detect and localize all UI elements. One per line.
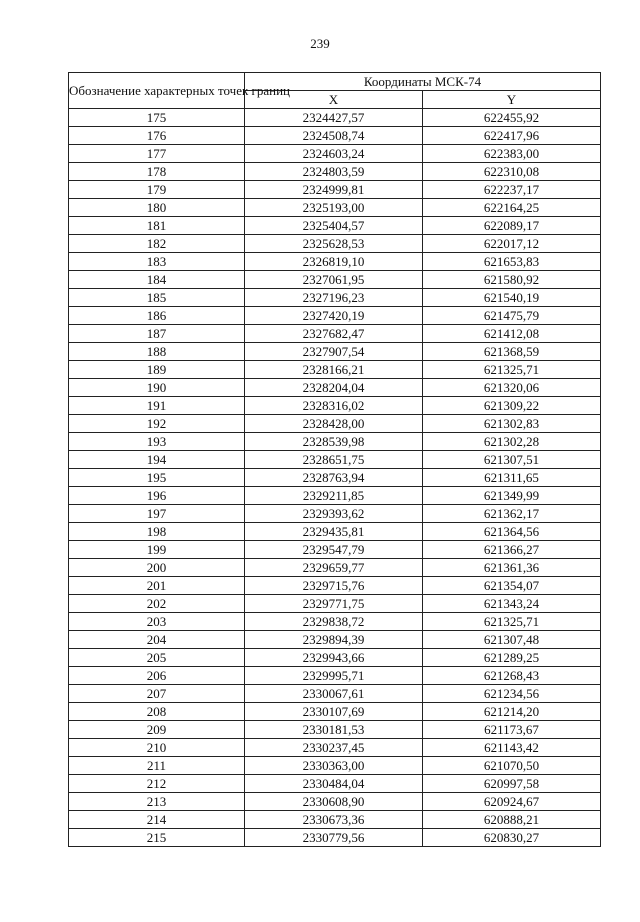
point-number-cell: 200 [69, 559, 245, 577]
point-number-cell: 181 [69, 217, 245, 235]
table-row [69, 145, 601, 163]
coordinates-table [68, 72, 601, 847]
point-number-cell: 206 [69, 667, 245, 685]
x-coordinate-cell: 2329943,66 [245, 649, 423, 667]
table-row [69, 505, 601, 523]
y-coordinate-cell: 622383,00 [423, 145, 601, 163]
point-number-cell: 205 [69, 649, 245, 667]
point-number-cell: 192 [69, 415, 245, 433]
table-row [69, 109, 601, 127]
x-coordinate-cell: 2330363,00 [245, 757, 423, 775]
y-coordinate-cell: 621325,71 [423, 613, 601, 631]
table-row [69, 559, 601, 577]
table-row [69, 325, 601, 343]
point-number-cell: 175 [69, 109, 245, 127]
table-row [69, 379, 601, 397]
point-number-cell: 185 [69, 289, 245, 307]
point-number-cell: 190 [69, 379, 245, 397]
y-coordinate-cell: 621325,71 [423, 361, 601, 379]
y-coordinate-cell: 621412,08 [423, 325, 601, 343]
table-row [69, 739, 601, 757]
x-coordinate-cell: 2328651,75 [245, 451, 423, 469]
table-row [69, 631, 601, 649]
table-row [69, 469, 601, 487]
table-row [69, 343, 601, 361]
x-coordinate-cell: 2329435,81 [245, 523, 423, 541]
x-coordinate-cell: 2329547,79 [245, 541, 423, 559]
y-coordinate-cell: 621364,56 [423, 523, 601, 541]
table-row [69, 685, 601, 703]
x-coordinate-cell: 2327907,54 [245, 343, 423, 361]
point-number-cell: 209 [69, 721, 245, 739]
table-row [69, 703, 601, 721]
x-coordinate-cell: 2328763,94 [245, 469, 423, 487]
point-number-cell: 211 [69, 757, 245, 775]
coordinate-system-header: Координаты МСК-74 [245, 73, 601, 91]
y-coordinate-cell: 621366,27 [423, 541, 601, 559]
y-coordinate-cell: 622089,17 [423, 217, 601, 235]
point-number-cell: 184 [69, 271, 245, 289]
x-coordinate-cell: 2330237,45 [245, 739, 423, 757]
x-coordinate-cell: 2329771,75 [245, 595, 423, 613]
y-coordinate-cell: 621302,83 [423, 415, 601, 433]
table-header [69, 73, 601, 109]
table-row [69, 595, 601, 613]
y-coordinate-cell: 621320,06 [423, 379, 601, 397]
x-coordinate-cell: 2329838,72 [245, 613, 423, 631]
x-coordinate-cell: 2324803,59 [245, 163, 423, 181]
x-coordinate-cell: 2328316,02 [245, 397, 423, 415]
x-coordinate-cell: 2326819,10 [245, 253, 423, 271]
x-coordinate-cell: 2329894,39 [245, 631, 423, 649]
y-coordinate-cell: 620997,58 [423, 775, 601, 793]
y-coordinate-cell: 621307,48 [423, 631, 601, 649]
point-number-cell: 183 [69, 253, 245, 271]
y-coordinate-cell: 621343,24 [423, 595, 601, 613]
x-coordinate-cell: 2328204,04 [245, 379, 423, 397]
table-row [69, 667, 601, 685]
table-row [69, 127, 601, 145]
table-row [69, 397, 601, 415]
x-coordinate-cell: 2325193,00 [245, 199, 423, 217]
x-coordinate-cell: 2327682,47 [245, 325, 423, 343]
point-number-cell: 179 [69, 181, 245, 199]
x-coordinate-cell: 2328166,21 [245, 361, 423, 379]
y-coordinate-cell: 621368,59 [423, 343, 601, 361]
y-coordinate-cell: 621289,25 [423, 649, 601, 667]
point-number-cell: 215 [69, 829, 245, 847]
point-number-cell: 208 [69, 703, 245, 721]
y-coordinate-cell: 621580,92 [423, 271, 601, 289]
table-row [69, 415, 601, 433]
y-coordinate-cell: 622417,96 [423, 127, 601, 145]
y-coordinate-cell: 622164,25 [423, 199, 601, 217]
table-row [69, 307, 601, 325]
table-row [69, 721, 601, 739]
point-designation-header: Обозначение характерных точек границ [69, 73, 245, 109]
x-coordinate-cell: 2324508,74 [245, 127, 423, 145]
point-number-cell: 176 [69, 127, 245, 145]
x-coordinate-cell: 2324999,81 [245, 181, 423, 199]
y-coordinate-cell: 621173,67 [423, 721, 601, 739]
table-row [69, 829, 601, 847]
table-row [69, 487, 601, 505]
point-number-cell: 186 [69, 307, 245, 325]
point-number-cell: 210 [69, 739, 245, 757]
y-coordinate-cell: 622237,17 [423, 181, 601, 199]
point-number-cell: 213 [69, 793, 245, 811]
table-row [69, 451, 601, 469]
point-number-cell: 214 [69, 811, 245, 829]
x-column-header: X [245, 91, 423, 109]
x-coordinate-cell: 2329715,76 [245, 577, 423, 595]
y-coordinate-cell: 620830,27 [423, 829, 601, 847]
table-row [69, 235, 601, 253]
y-coordinate-cell: 621653,83 [423, 253, 601, 271]
x-coordinate-cell: 2330067,61 [245, 685, 423, 703]
y-coordinate-cell: 622455,92 [423, 109, 601, 127]
point-number-cell: 204 [69, 631, 245, 649]
x-coordinate-cell: 2329659,77 [245, 559, 423, 577]
x-coordinate-cell: 2329995,71 [245, 667, 423, 685]
y-coordinate-cell: 621475,79 [423, 307, 601, 325]
table-row [69, 271, 601, 289]
point-number-cell: 203 [69, 613, 245, 631]
x-coordinate-cell: 2330181,53 [245, 721, 423, 739]
table-row [69, 793, 601, 811]
y-column-header: Y [423, 91, 601, 109]
x-coordinate-cell: 2330673,36 [245, 811, 423, 829]
x-coordinate-cell: 2330608,90 [245, 793, 423, 811]
point-number-cell: 182 [69, 235, 245, 253]
point-number-cell: 197 [69, 505, 245, 523]
point-number-cell: 207 [69, 685, 245, 703]
point-number-cell: 193 [69, 433, 245, 451]
x-coordinate-cell: 2329393,62 [245, 505, 423, 523]
table-row [69, 289, 601, 307]
y-coordinate-cell: 621070,50 [423, 757, 601, 775]
x-coordinate-cell: 2328428,00 [245, 415, 423, 433]
y-coordinate-cell: 621307,51 [423, 451, 601, 469]
point-number-cell: 212 [69, 775, 245, 793]
point-number-cell: 202 [69, 595, 245, 613]
point-number-cell: 199 [69, 541, 245, 559]
y-coordinate-cell: 622017,12 [423, 235, 601, 253]
table-row [69, 217, 601, 235]
x-coordinate-cell: 2324603,24 [245, 145, 423, 163]
table-row [69, 199, 601, 217]
table-row [69, 361, 601, 379]
table-row [69, 775, 601, 793]
table-row [69, 649, 601, 667]
page-number: 239 [310, 36, 330, 51]
y-coordinate-cell: 621362,17 [423, 505, 601, 523]
table-row [69, 181, 601, 199]
y-coordinate-cell: 620924,67 [423, 793, 601, 811]
y-coordinate-cell: 621354,07 [423, 577, 601, 595]
y-coordinate-cell: 621214,20 [423, 703, 601, 721]
point-number-cell: 201 [69, 577, 245, 595]
x-coordinate-cell: 2328539,98 [245, 433, 423, 451]
x-coordinate-cell: 2324427,57 [245, 109, 423, 127]
x-coordinate-cell: 2325628,53 [245, 235, 423, 253]
y-coordinate-cell: 621349,99 [423, 487, 601, 505]
y-coordinate-cell: 621143,42 [423, 739, 601, 757]
table-row [69, 577, 601, 595]
y-coordinate-cell: 621309,22 [423, 397, 601, 415]
y-coordinate-cell: 621268,43 [423, 667, 601, 685]
y-coordinate-cell: 621302,28 [423, 433, 601, 451]
y-coordinate-cell: 620888,21 [423, 811, 601, 829]
x-coordinate-cell: 2327196,23 [245, 289, 423, 307]
point-number-cell: 178 [69, 163, 245, 181]
table-row [69, 811, 601, 829]
x-coordinate-cell: 2325404,57 [245, 217, 423, 235]
table-row [69, 523, 601, 541]
x-coordinate-cell: 2330779,56 [245, 829, 423, 847]
y-coordinate-cell: 621234,56 [423, 685, 601, 703]
point-number-cell: 191 [69, 397, 245, 415]
header-row [69, 73, 601, 91]
point-number-cell: 196 [69, 487, 245, 505]
x-coordinate-cell: 2327420,19 [245, 307, 423, 325]
table-row [69, 163, 601, 181]
point-number-cell: 194 [69, 451, 245, 469]
table-row [69, 757, 601, 775]
y-coordinate-cell: 621311,65 [423, 469, 601, 487]
point-number-cell: 189 [69, 361, 245, 379]
point-number-cell: 188 [69, 343, 245, 361]
point-number-cell: 180 [69, 199, 245, 217]
table-row [69, 541, 601, 559]
table-body [69, 109, 601, 847]
table-row [69, 253, 601, 271]
point-number-cell: 195 [69, 469, 245, 487]
point-number-cell: 177 [69, 145, 245, 163]
point-number-cell: 187 [69, 325, 245, 343]
table-row [69, 433, 601, 451]
x-coordinate-cell: 2330484,04 [245, 775, 423, 793]
y-coordinate-cell: 621361,36 [423, 559, 601, 577]
x-coordinate-cell: 2327061,95 [245, 271, 423, 289]
point-number-cell: 198 [69, 523, 245, 541]
y-coordinate-cell: 622310,08 [423, 163, 601, 181]
table-row [69, 613, 601, 631]
x-coordinate-cell: 2329211,85 [245, 487, 423, 505]
y-coordinate-cell: 621540,19 [423, 289, 601, 307]
x-coordinate-cell: 2330107,69 [245, 703, 423, 721]
